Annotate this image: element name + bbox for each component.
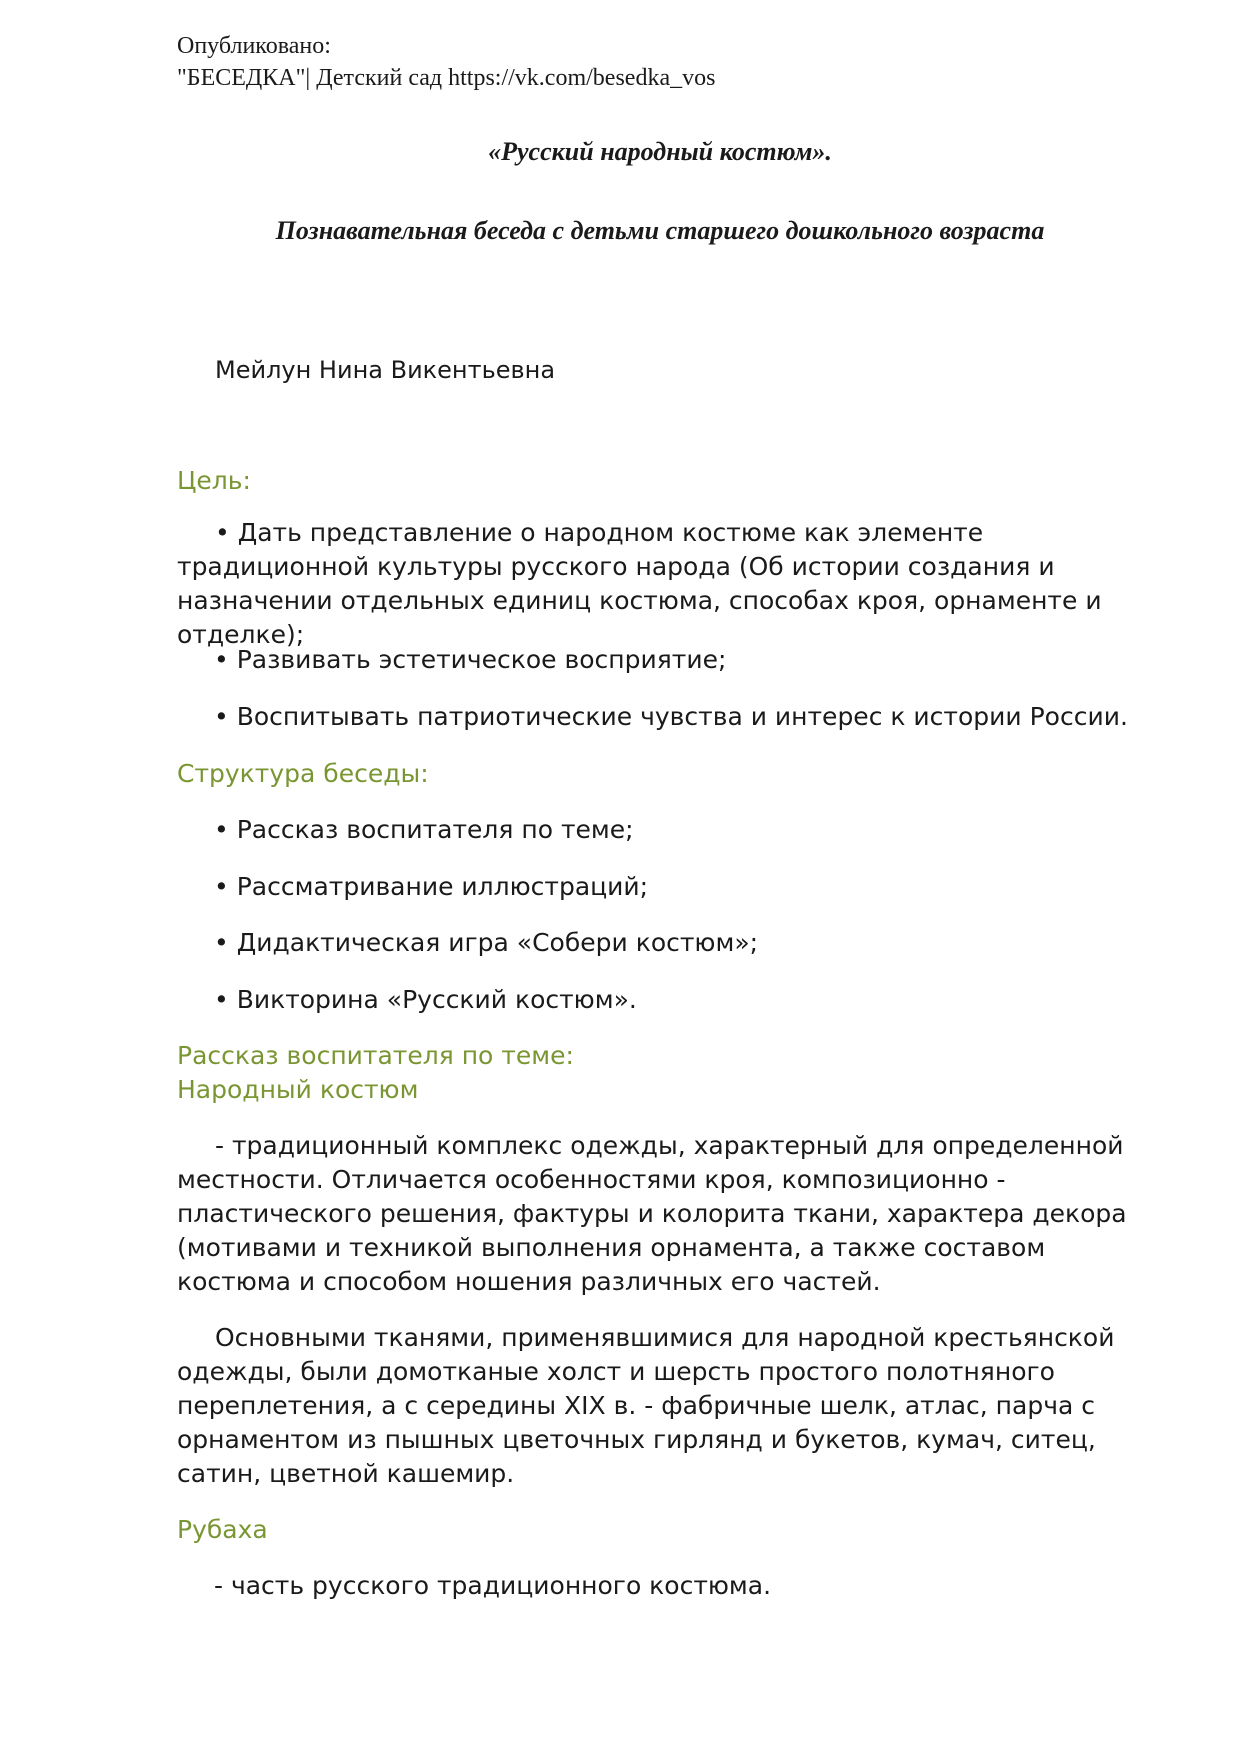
goal-item: • Развивать эстетическое восприятие;: [214, 645, 727, 674]
shirt-heading: Рубаха: [177, 1515, 268, 1544]
story-heading: Рассказ воспитателя по теме:: [177, 1041, 574, 1070]
structure-item: • Дидактическая игра «Собери костюм»;: [214, 928, 759, 957]
author-name: Мейлун Нина Викентьевна: [215, 356, 556, 384]
publisher-block: [177, 30, 715, 94]
story-paragraph: - традиционный комплекс одежды, характерный для определенной местности. Отличается особенностями кроя, композиционно - пластического решения, фактуры и колорита ткани, характера декора (мотивами и техникой выполнения орнамента, а также составом костюма и способом ношения различных его частей.: [177, 1131, 1127, 1296]
goal-item: • Воспитывать патриотические чувства и интерес к истории России.: [214, 702, 1128, 731]
structure-heading: Структура беседы:: [177, 759, 429, 788]
document-subtitle: Познавательная беседа с детьми старшего дошкольного возраста: [275, 216, 1045, 245]
structure-item: • Рассказ воспитателя по теме;: [214, 815, 634, 844]
document-title: «Русский народный костюм».: [488, 137, 832, 166]
goal-item: • Дать представление о народном костюме как элементе традиционной культуры русского народа (Об истории создания и назначении отдельных единиц костюма, способах кроя, орнаменте и отделке);: [177, 518, 1102, 649]
published-label: Опубликовано:: [177, 33, 331, 59]
source-line: "БЕСЕДКА"| Детский сад https://vk.com/besedka_vos: [177, 65, 716, 91]
goal-heading: Цель:: [177, 466, 251, 495]
story-paragraph: Основными тканями, применявшимися для народной крестьянской одежды, были домотканые холст и шерсть простого полотняного переплетения, а с середины XIX в. - фабричные шелк, атлас, парча с орнаментом из пышных цветочных гирлянд и букетов, кумач, ситец, сатин, цветной кашемир.: [177, 1323, 1115, 1488]
structure-item: • Викторина «Русский костюм».: [214, 985, 637, 1014]
story-subheading: Народный костюм: [177, 1075, 419, 1104]
structure-item: • Рассматривание иллюстраций;: [214, 872, 649, 901]
shirt-text: - часть русского традиционного костюма.: [214, 1571, 772, 1600]
